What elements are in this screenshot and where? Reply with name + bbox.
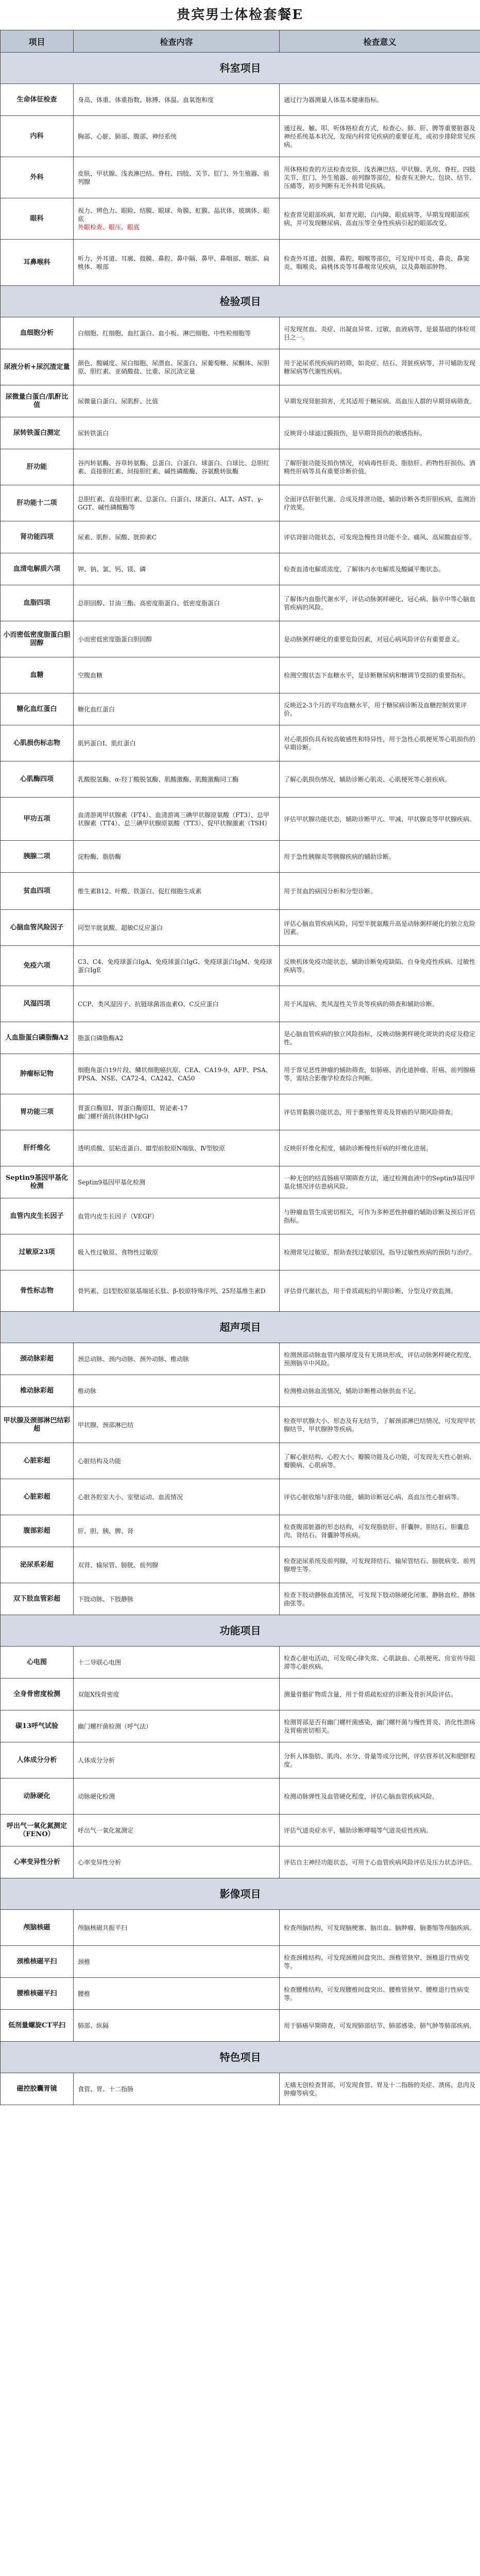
item-content-text: 肝、胆、胰、脾、肾 xyxy=(78,1527,134,1535)
item-content xyxy=(74,761,280,798)
table-row xyxy=(1,553,480,585)
table-row xyxy=(1,1910,480,1946)
item-content-text: 胸部、心脏、肺部、腹部、神经系统 xyxy=(78,132,177,140)
item-content xyxy=(74,986,280,1022)
item-content xyxy=(74,1443,280,1479)
item-content-text: 听力、外耳道、耳廓、鼓膜、鼻腔、鼻中隔、鼻甲、鼻咽部、咽部、扁桃体、喉部 xyxy=(78,255,270,270)
item-content-text: 吸入性过敏原、食物性过敏原 xyxy=(78,1248,159,1256)
item-meaning: 早期发现肾脏损害，尤其适用于糖尿病、高血压人群的早期肾病筛查。 xyxy=(280,385,480,417)
item-meaning: 评估心脏收缩与舒张功能，辅助诊断冠心病、高血压性心脏病等。 xyxy=(280,1479,480,1515)
item-name: 血管内皮生长因子 xyxy=(1,1198,74,1234)
item-name: 颈动脉彩超 xyxy=(1,1343,74,1375)
item-content-text: CCP、类风湿因子、抗链球菌溶血素O、C反应蛋白 xyxy=(78,1000,219,1008)
item-content xyxy=(74,1479,280,1515)
item-content xyxy=(74,1198,280,1234)
item-content xyxy=(74,1583,280,1615)
item-meaning: 了解肝脏功能及损伤情况，对病毒性肝炎、脂肪肝、药物性肝损伤、酒精性肝病等具有重要诊断价值。 xyxy=(280,449,480,485)
table-row xyxy=(1,1270,480,1312)
item-content xyxy=(74,798,280,841)
item-content xyxy=(74,585,280,621)
item-name: 尿转铁蛋白测定 xyxy=(1,417,74,449)
item-meaning: 检查腰椎结构，可发现腰椎间盘突出、腰椎管狭窄、腰椎退行性病变等。 xyxy=(280,1978,480,2010)
table-row xyxy=(1,621,480,657)
table-row xyxy=(1,317,480,349)
item-content xyxy=(74,1375,280,1407)
item-content xyxy=(74,873,280,910)
item-name: 碳13呼气试验 xyxy=(1,1710,74,1742)
item-content xyxy=(74,693,280,725)
item-name: 心脏彩超 xyxy=(1,1443,74,1479)
item-content xyxy=(74,1978,280,2010)
item-content-text: 颈总动脉、颈内动脉、颈外动脉、椎动脉 xyxy=(78,1355,190,1363)
item-name: 血糖 xyxy=(1,657,74,693)
section-row xyxy=(1,1878,480,1910)
item-meaning: 可发现贫血、炎症、出凝血异常、过敏、血液病等，是最基础的体检项目之一。 xyxy=(280,317,480,349)
item-name: 血脂四项 xyxy=(1,585,74,621)
table-row xyxy=(1,1515,480,1547)
item-name: 低剂量螺旋CT平扫 xyxy=(1,2010,74,2042)
item-content-text: 食管、胃、十二指肠 xyxy=(78,2085,134,2093)
item-meaning: 测量骨骼矿物质含量，用于骨质疏松症的诊断及骨折风险评估。 xyxy=(280,1679,480,1710)
item-name: 腹部彩超 xyxy=(1,1515,74,1547)
item-content xyxy=(74,841,280,873)
table-row xyxy=(1,1679,480,1710)
item-content xyxy=(74,521,280,553)
table-row xyxy=(1,521,480,553)
item-content xyxy=(74,1094,280,1130)
item-content xyxy=(74,1647,280,1679)
item-name: 磁控胶囊胃镜 xyxy=(1,2073,74,2105)
item-name: 尿液分析+尿沉渣定量 xyxy=(1,349,74,385)
item-name: 肝功能 xyxy=(1,449,74,485)
item-content-text: 尿素、肌酐、尿酸、胱抑素C xyxy=(78,533,157,541)
item-content-text: 甲状腺、颈部淋巴结 xyxy=(78,1421,134,1429)
item-name: 血清电解质六项 xyxy=(1,553,74,585)
item-content xyxy=(74,1130,280,1166)
item-content xyxy=(74,1022,280,1054)
item-content-text: Septin9基因甲基化检测 xyxy=(78,1178,146,1186)
item-meaning: 反映肝纤维化程度，辅助诊断慢性肝病的纤维化进展。 xyxy=(280,1130,480,1166)
item-content xyxy=(74,1778,280,1815)
item-name: 甲功五项 xyxy=(1,798,74,841)
item-content xyxy=(74,1910,280,1946)
table-row xyxy=(1,946,480,986)
item-name: 呼出气一氧化氮测定（FENO） xyxy=(1,1815,74,1846)
item-meaning: 检查下肢动静脉血流情况，可发现下肢动脉硬化闭塞、静脉血栓、静脉曲张等。 xyxy=(280,1583,480,1615)
item-name: 贫血四项 xyxy=(1,873,74,910)
item-content-text: 颈椎 xyxy=(78,1958,91,1965)
table-row xyxy=(1,1054,480,1094)
item-meaning: 检查心脏电活动，可发现心律失常、心肌缺血、心肌梗死、房室传导阻滞等心脏疾病。 xyxy=(280,1647,480,1679)
table-row xyxy=(1,798,480,841)
item-content xyxy=(74,1270,280,1312)
item-name: 免疫六项 xyxy=(1,946,74,986)
item-content-text: 动脉硬化检测 xyxy=(78,1792,115,1800)
section-title: 功能项目 xyxy=(1,1615,480,1647)
item-name: 动脉硬化 xyxy=(1,1778,74,1815)
item-content xyxy=(74,2010,280,2042)
table-row xyxy=(1,84,480,116)
item-content-text: 糖化血红蛋白 xyxy=(78,705,115,713)
item-content xyxy=(74,198,280,240)
item-content xyxy=(74,1679,280,1710)
item-meaning: 评估甲状腺功能状态，辅助诊断甲亢、甲减、甲状腺炎等甲状腺疾病。 xyxy=(280,798,480,841)
item-content-text: 身高、体重、体重指数、脉搏、体温、血氧饱和度 xyxy=(78,96,214,104)
item-meaning: 检测颈部动脉血管内膜厚度及有无斑块形成，评估动脉粥样硬化程度，预测脑卒中风险。 xyxy=(280,1343,480,1375)
item-name: 心肌损伤标志物 xyxy=(1,725,74,761)
table-row xyxy=(1,157,480,198)
item-content-text: 肺部、纵隔 xyxy=(78,2022,109,2029)
item-meaning: 评估骨代谢状态，用于骨质疏松的早期诊断、分型及疗效监测。 xyxy=(280,1270,480,1312)
item-content-text: 血清游离甲状腺素（FT4）、血清游离三碘甲状腺原氨酸（FT3）、总甲状腺素（TT4）、总三碘甲状腺原氨酸（TT3）、促甲状腺激素（TSH） xyxy=(78,811,271,827)
item-content-text: 尿微量白蛋白、尿肌酐、比值 xyxy=(78,397,159,405)
item-content xyxy=(74,1710,280,1742)
item-content xyxy=(74,449,280,485)
item-content xyxy=(74,157,280,198)
table-row xyxy=(1,1946,480,1978)
item-content xyxy=(74,1166,280,1198)
item-meaning: 用于急性胰腺炎等胰腺疾病的辅助诊断。 xyxy=(280,841,480,873)
table-row xyxy=(1,1846,480,1878)
item-content xyxy=(74,1343,280,1375)
item-meaning: 评估气道炎症水平，辅助诊断哮喘等气道炎症性疾病。 xyxy=(280,1815,480,1846)
table-row xyxy=(1,2073,480,2105)
header-item: 项目 xyxy=(1,30,74,53)
item-content-text: 维生素B12、叶酸、铁蛋白、促红细胞生成素 xyxy=(78,887,202,895)
item-content xyxy=(74,946,280,986)
item-content-text: 心率变异性分析 xyxy=(78,1858,122,1866)
item-content-text: 小而密低密度脂蛋白胆固醇 xyxy=(78,635,152,643)
item-content-text: 视力、辨色力、眼睑、结膜、眼球、角膜、虹膜、晶状体、玻璃体、眼底 xyxy=(78,207,270,223)
item-meaning: 检查甲状腺大小、形态及有无结节，了解颈部淋巴结情况，可发现甲状腺结节、甲状腺肿等疾病。 xyxy=(280,1407,480,1443)
page-title: 贵宾男士体检套餐E xyxy=(177,7,303,23)
item-content-text: 乳酸脱氢酶、α-羟丁酸脱氢酶、肌酸激酶、肌酸激酶同工酶 xyxy=(78,775,239,783)
item-meaning: 了解心肌损伤情况，辅助诊断心肌炎、心肌梗死等心脏疾病。 xyxy=(280,761,480,798)
item-meaning: 检查腹部脏器的形态结构，可发现脂肪肝、肝囊肿、胆结石、胆囊息肉、肾结石、肾囊肿等疾病。 xyxy=(280,1515,480,1547)
item-meaning: 分析人体脂肪、肌肉、水分、骨量等成分比例，评估营养状况和肥胖程度。 xyxy=(280,1742,480,1778)
item-name: 人体成分分析 xyxy=(1,1742,74,1778)
item-meaning: 用于风湿病、类风湿性关节炎等疾病的筛查和辅助诊断。 xyxy=(280,986,480,1022)
item-meaning: 用体格检查的方法检查皮肤、浅表淋巴结、甲状腺、乳房、脊柱、四肢关节、肛门、外生殖器、前列腺等部位，检查有无肿大、包块、结节、压痛等，初步判断有无外科常见疾病。 xyxy=(280,157,480,198)
item-content-text: 血管内皮生长因子（VEGF） xyxy=(78,1212,158,1220)
item-meaning: 检查血清电解质浓度，了解体内水电解质及酸碱平衡状态。 xyxy=(280,553,480,585)
table-row xyxy=(1,841,480,873)
item-meaning: 检测胃部是否有幽门螺杆菌感染，幽门螺杆菌与慢性胃炎、消化性溃疡及胃癌密切相关。 xyxy=(280,1710,480,1742)
table-row xyxy=(1,385,480,417)
item-name: 生命体征检查 xyxy=(1,84,74,116)
item-meaning: 检测空腹状态下血糖水平，是诊断糖尿病和糖调节受损的重要指标。 xyxy=(280,657,480,693)
item-content xyxy=(74,116,280,157)
item-content-text: 脂蛋白磷脂酶A2 xyxy=(78,1034,124,1042)
item-meaning: 用于贫血的病因分析和分型诊断。 xyxy=(280,873,480,910)
item-name: 泌尿系彩超 xyxy=(1,1547,74,1583)
item-content xyxy=(74,1407,280,1443)
table-row xyxy=(1,449,480,485)
item-content-text: 透明质酸、层粘连蛋白、Ⅲ型前胶原N端肽、Ⅳ型胶原 xyxy=(78,1144,226,1152)
item-name: 内科 xyxy=(1,116,74,157)
item-content xyxy=(74,349,280,385)
item-meaning: 反映肾小球滤过膜损伤，是早期肾损伤的敏感指标。 xyxy=(280,417,480,449)
table-row xyxy=(1,585,480,621)
item-name: 糖化血红蛋白 xyxy=(1,693,74,725)
item-content xyxy=(74,1234,280,1270)
item-content-text: 谷丙转氨酶、谷草转氨酶、总蛋白、白蛋白、球蛋白、白球比、总胆红素、直接胆红素、间接胆红素、碱性磷酸酶、谷氨酰转肽酶 xyxy=(78,459,270,475)
item-name: 心脏彩超 xyxy=(1,1479,74,1515)
table-row xyxy=(1,417,480,449)
item-name: 双下肢血管彩超 xyxy=(1,1583,74,1615)
item-content xyxy=(74,240,280,286)
package-table xyxy=(0,30,480,2105)
item-meaning: 反映机体免疫功能状态，辅助诊断免疫缺陷、自身免疫性疾病、过敏性疾病等。 xyxy=(280,946,480,986)
item-name: 心率变异性分析 xyxy=(1,1846,74,1878)
section-row xyxy=(1,53,480,84)
section-title: 超声项目 xyxy=(1,1312,480,1343)
item-content xyxy=(74,2073,280,2105)
table-row xyxy=(1,240,480,286)
table-row xyxy=(1,1978,480,2010)
item-content xyxy=(74,317,280,349)
item-meaning: 评估心脑血管疾病风险，同型半胱氨酸升高是动脉粥样硬化的独立危险因素。 xyxy=(280,910,480,946)
section-title: 影像项目 xyxy=(1,1878,480,1910)
item-content xyxy=(74,1946,280,1978)
item-content xyxy=(74,657,280,693)
item-content-text: 皮肤、甲状腺、浅表淋巴结、脊柱、四肢、关节、肛门、外生殖器、前列腺 xyxy=(78,170,270,185)
item-content xyxy=(74,1515,280,1547)
item-content-text: 幽门螺杆菌检测（呼气法） xyxy=(78,1722,152,1730)
header-content: 检查内容 xyxy=(74,30,280,53)
item-content-text: 细胞角蛋白19片段、鳞状细胞癌抗原、CEA、CA19-9、AFP、PSA、FPSA、NSE、CA72-4、CA242、CA50 xyxy=(78,1066,272,1082)
item-content xyxy=(74,910,280,946)
item-name: 骨性标志物 xyxy=(1,1270,74,1312)
item-meaning: 评估自主神经功能状态，可用于心血管疾病风险评估及压力状态评估。 xyxy=(280,1846,480,1878)
table-row xyxy=(1,725,480,761)
table-row xyxy=(1,1583,480,1615)
item-name: 颅脑核磁 xyxy=(1,1910,74,1946)
item-content-text: 椎动脉 xyxy=(78,1387,97,1395)
item-meaning: 检查外耳道、鼓膜、鼻腔、咽喉等部位，可发现中耳炎、鼻炎、鼻窦炎、咽喉炎、扁桃体炎等耳鼻喉常见疾病，以及鼻咽部肿物。 xyxy=(280,240,480,286)
item-content xyxy=(74,485,280,521)
table-row xyxy=(1,761,480,798)
table-row xyxy=(1,1234,480,1270)
item-content-text: 心脏结构及功能 xyxy=(78,1457,122,1465)
item-content-text: 肌钙蛋白I、肌红蛋白 xyxy=(78,739,136,747)
item-name: 尿微量白蛋白/肌酐比值 xyxy=(1,385,74,417)
table-row xyxy=(1,1443,480,1479)
item-content-text: 空腹血糖 xyxy=(78,671,103,679)
item-content-text: 淀粉酶、脂肪酶 xyxy=(78,853,122,860)
item-name: 人血脂蛋白磷脂酶A2 xyxy=(1,1022,74,1054)
item-meaning: 是心脑血管疾病的独立风险指标，反映动脉粥样硬化斑块的炎症及稳定性。 xyxy=(280,1022,480,1054)
item-meaning: 一种无创的结直肠癌早期筛查方法，通过检测血液中的Septin9基因甲基化情况评估患病风险。 xyxy=(280,1166,480,1198)
item-meaning: 用于常见恶性肿瘤的辅助筛查，如肺癌、消化道肿瘤、肝癌、前列腺癌等，需结合影像学检查综合判断。 xyxy=(280,1054,480,1094)
item-content-text: 心脏各腔室大小、室壁运动、血流情况 xyxy=(78,1493,183,1501)
item-content-text: 双肾、输尿管、膀胱、前列腺 xyxy=(78,1561,159,1569)
item-content-text: 骨钙素、总I型胶原氨基端延长肽、β-胶原特殊序列、25羟基维生素D xyxy=(78,1287,266,1295)
table-row xyxy=(1,657,480,693)
section-title: 特色项目 xyxy=(1,2042,480,2073)
item-meaning: 检查泌尿系统及前列腺，可发现肾结石、输尿管结石、膀胱病变、前列腺增生等。 xyxy=(280,1547,480,1583)
item-content xyxy=(74,1547,280,1583)
item-name: 心电图 xyxy=(1,1647,74,1679)
item-content-extra: 幽门螺杆菌抗体(HP-IgG) xyxy=(78,1112,149,1120)
item-name: 肿瘤标记物 xyxy=(1,1054,74,1094)
item-name: 椎动脉彩超 xyxy=(1,1375,74,1407)
section-row xyxy=(1,286,480,317)
item-content-text: 呼出气一氧化氮测定 xyxy=(78,1826,134,1834)
item-meaning: 检测椎动脉血流情况，辅助诊断椎动脉供血不足。 xyxy=(280,1375,480,1407)
item-content-text: 同型半胱氨酸、超敏C反应蛋白 xyxy=(78,924,163,931)
table-row xyxy=(1,2010,480,2042)
item-name: 肝功能十二项 xyxy=(1,485,74,521)
table-row xyxy=(1,1479,480,1515)
item-content xyxy=(74,417,280,449)
table-row xyxy=(1,1022,480,1054)
item-meaning: 通过视、触、叩、听体格检查方式，检查心、肺、肝、脾等重要脏器及神经系统基本状况，发现内科常见疾病的重要征兆，或初步排除常见疾病。 xyxy=(280,116,480,157)
item-meaning: 检测常见过敏原，帮助查找过敏原因，指导过敏性疾病的预防与治疗。 xyxy=(280,1234,480,1270)
item-content-text: 双能X线骨密度 xyxy=(78,1690,119,1698)
item-content-text: 总胆红素、直接胆红素、总蛋白、白蛋白、球蛋白、ALT、AST、γ-GGT、碱性磷酸酶等 xyxy=(78,495,263,511)
section-row xyxy=(1,1615,480,1647)
item-meaning: 评估肾脏功能状态，可发现急慢性肾功能不全、痛风、高尿酸血症等。 xyxy=(280,521,480,553)
table-row xyxy=(1,485,480,521)
item-name: 过敏原23项 xyxy=(1,1234,74,1270)
item-name: 肝纤维化 xyxy=(1,1130,74,1166)
item-name: 眼科 xyxy=(1,198,74,240)
item-content-text: 颜色、酸碱度、尿白细胞、尿潜血、尿蛋白、尿葡萄糖、尿酮体、尿胆原、胆红素、亚硝酸盐、比重、尿沉渣定量 xyxy=(78,359,270,375)
table-row xyxy=(1,198,480,240)
item-meaning: 检查常见眼部疾病，如青光眼、白内障、眼底病等，早期发现眼部疾病，并可发现糖尿病、高血压等全身性疾病引起的眼部改变。 xyxy=(280,198,480,240)
item-content-text: 总胆固醇、甘油三酯、高密度脂蛋白、低密度脂蛋白 xyxy=(78,599,220,607)
item-name: 肾功能四项 xyxy=(1,521,74,553)
item-meaning: 了解心脏结构、心腔大小、瓣膜功能及心功能，可发现先天性心脏病、瓣膜病、心肌病等。 xyxy=(280,1443,480,1479)
item-meaning: 与肿瘤血管生成密切相关，可作为多种恶性肿瘤的辅助诊断及预后评估指标。 xyxy=(280,1198,480,1234)
table-row xyxy=(1,1710,480,1742)
section-row xyxy=(1,2042,480,2073)
item-name: 胃功能三项 xyxy=(1,1094,74,1130)
item-meaning: 评估胃黏膜功能状态，用于萎缩性胃炎及胃癌的早期风险筛查。 xyxy=(280,1094,480,1130)
item-content xyxy=(74,725,280,761)
item-meaning: 用于肺癌早期筛查，可发现肺部结节、肺部感染、肺气肿等肺部疾病。 xyxy=(280,2010,480,2042)
table-row xyxy=(1,116,480,157)
item-content xyxy=(74,1742,280,1778)
item-meaning: 对心肌损伤具有较高敏感性和特异性，用于急性心肌梗死等心肌损伤的早期诊断。 xyxy=(280,725,480,761)
item-content xyxy=(74,84,280,116)
table-row xyxy=(1,1407,480,1443)
item-content xyxy=(74,1054,280,1094)
item-name: 颈椎核磁平扫 xyxy=(1,1946,74,1978)
item-meaning: 检测动脉弹性及血管硬化程度，评估心脑血管疾病风险。 xyxy=(280,1778,480,1815)
item-content xyxy=(74,1846,280,1878)
table-row xyxy=(1,1343,480,1375)
item-name: 腰椎核磁平扫 xyxy=(1,1978,74,2010)
section-title: 科室项目 xyxy=(1,53,480,84)
table-row xyxy=(1,1130,480,1166)
item-name: 耳鼻喉科 xyxy=(1,240,74,286)
item-content-highlight: 外眼检查、眼压、眼底 xyxy=(78,223,140,231)
item-content xyxy=(74,385,280,417)
table-row xyxy=(1,1547,480,1583)
header-meaning: 检查意义 xyxy=(280,30,480,53)
item-meaning: 无痛无创检查胃部，可发现食管、胃及十二指肠的炎症、溃疡、息肉及肿瘤等病变。 xyxy=(280,2073,480,2105)
item-name: 风湿四项 xyxy=(1,986,74,1022)
item-content-text: 白细胞、红细胞、血红蛋白、血小板、淋巴细胞、中性粒细胞等 xyxy=(78,329,251,337)
item-meaning: 反映近2-3个月的平均血糖水平，用于糖尿病诊断及血糖控制效果评价。 xyxy=(280,693,480,725)
item-meaning: 用于泌尿系统疾病的初筛，如炎症、结石、肾脏疾病等，并可辅助发现糖尿病等代谢性疾病。 xyxy=(280,349,480,385)
item-name: 外科 xyxy=(1,157,74,198)
section-title: 检验项目 xyxy=(1,286,480,317)
table-row xyxy=(1,1375,480,1407)
item-meaning: 全面评估肝脏代谢、合成及排泄功能，辅助诊断各类肝胆疾病，监测治疗效果。 xyxy=(280,485,480,521)
table-header-row xyxy=(1,30,480,53)
item-content-text: 十二导联心电图 xyxy=(78,1658,122,1666)
item-content-text: 下肢动脉、下肢静脉 xyxy=(78,1595,134,1603)
item-name: 血细胞分析 xyxy=(1,317,74,349)
table-row xyxy=(1,1198,480,1234)
item-name: 小而密低密度脂蛋白胆固醇 xyxy=(1,621,74,657)
table-row xyxy=(1,1742,480,1778)
section-row xyxy=(1,1312,480,1343)
item-content xyxy=(74,621,280,657)
table-row xyxy=(1,1815,480,1846)
item-content-text: 颅脑核磁共振平扫 xyxy=(78,1924,128,1931)
table-row xyxy=(1,1094,480,1130)
item-meaning: 通过行为器测量人体基本健康指标。 xyxy=(280,84,480,116)
item-name: 甲状腺及颈部淋巴结彩超 xyxy=(1,1407,74,1443)
item-content xyxy=(74,1815,280,1846)
item-name: 心肌酶四项 xyxy=(1,761,74,798)
item-content-text: 尿转铁蛋白 xyxy=(78,429,109,437)
table-row xyxy=(1,986,480,1022)
table-row xyxy=(1,1647,480,1679)
item-content xyxy=(74,553,280,585)
item-name: Septin9基因甲基化检测 xyxy=(1,1166,74,1198)
table-row xyxy=(1,1166,480,1198)
item-content-text: 人体成分分析 xyxy=(78,1756,115,1764)
item-name: 胰腺二项 xyxy=(1,841,74,873)
item-meaning: 检查颅脑结构，可发现脑梗塞、脑出血、脑肿瘤、脑萎缩等颅脑疾病。 xyxy=(280,1910,480,1946)
item-name: 全身骨密度检测 xyxy=(1,1679,74,1710)
table-row xyxy=(1,910,480,946)
table-row xyxy=(1,873,480,910)
table-row xyxy=(1,349,480,385)
item-content-text: 腰椎 xyxy=(78,1990,91,1997)
item-content-text: C3、C4、免疫球蛋白IgA、免疫球蛋白IgG、免疫球蛋白IgM、免疫球蛋白IgE xyxy=(78,958,272,974)
table-row xyxy=(1,1778,480,1815)
item-meaning: 是动脉粥样硬化的重要危险因素，对冠心病风险评估有重要意义。 xyxy=(280,621,480,657)
item-name: 心脑血管风险因子 xyxy=(1,910,74,946)
item-content-text: 胃蛋白酶原I、胃蛋白酶原II、胃泌素-17 xyxy=(78,1104,188,1112)
item-content-text: 钾、钠、氯、钙、镁、磷 xyxy=(78,565,146,573)
item-meaning: 了解体内血脂代谢水平，评估动脉粥样硬化、冠心病、脑卒中等心脑血管疾病的风险。 xyxy=(280,585,480,621)
item-meaning: 检查颈椎结构，可发现颈椎间盘突出、颈椎管狭窄、颈椎退行性病变等。 xyxy=(280,1946,480,1978)
table-row xyxy=(1,693,480,725)
